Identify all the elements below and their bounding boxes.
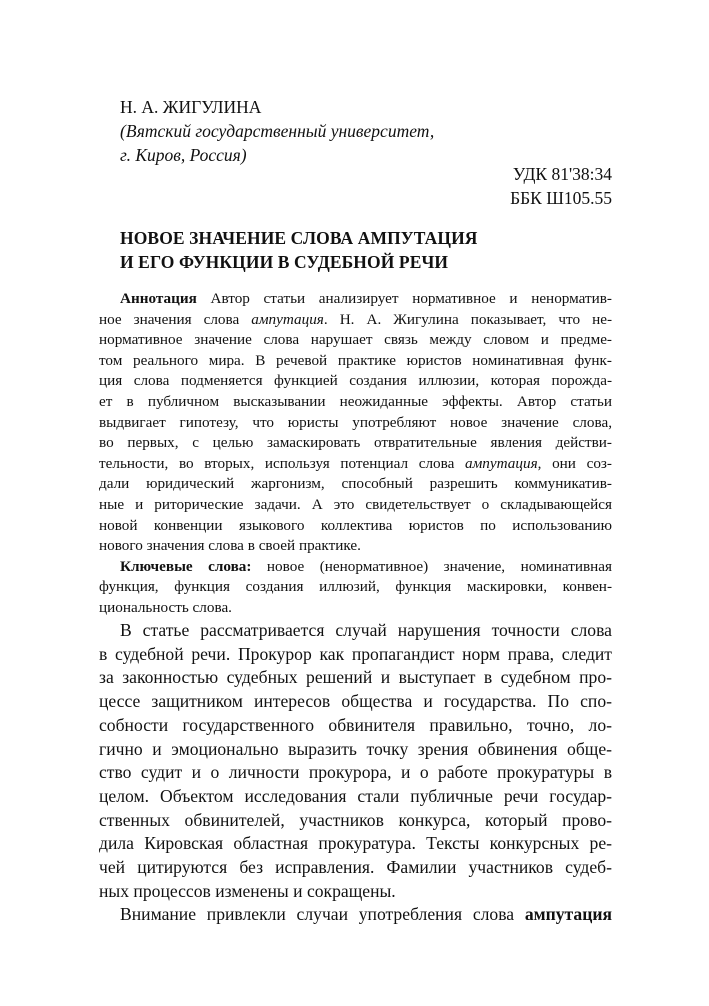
abstract-line: нового значения слова в своей практике. — [99, 537, 361, 555]
abstract-line: ные и риторические задачи. А это свидетельствует о складывающейся — [99, 495, 612, 513]
body-line: цессе защитником интересов общества и государства. По спо- — [99, 691, 612, 712]
abstract-label: Аннотация — [120, 290, 197, 307]
author-block — [120, 95, 434, 167]
body-line: ство судит и о личности прокурора, и о работе прокуратуры в — [99, 762, 612, 783]
abstract-line: новой конвенции языкового коллектива юристов по использованию — [99, 516, 612, 534]
body-line: в судебной речи. Прокурор как пропагандист норм права, следит — [99, 643, 612, 664]
abstract-line: Аннотация Автор статьи анализирует нормативное и ненорматив- — [120, 290, 612, 307]
classification-codes — [510, 162, 612, 210]
keywords-line: Ключевые слова: новое (ненормативное) значение, номинативная — [120, 557, 613, 575]
abstract-line: во первых, с целью замаскировать отвратительные явления действи- — [99, 434, 612, 452]
body-line: В статье рассматривается случай нарушения точности слова — [120, 620, 612, 640]
term-amputation-bold: ампутация — [524, 904, 612, 925]
keywords-line: функция, функция создания иллюзий, функция маскировки, конвен- — [99, 578, 612, 596]
body-line: Внимание привлекли случаи употребления слова ампутация — [120, 904, 612, 925]
term-amputation: ампутация — [465, 454, 538, 472]
body-line: чей цитируются без исправления. Фамилии участников судеб- — [99, 857, 612, 878]
abstract-line: дали юридический жаргонизм, способный разрешить коммуникатив- — [99, 475, 612, 493]
abstract-line: ное значения слова ампутация. Н. А. Жигулина показывает, что не- — [99, 310, 612, 328]
body-text — [99, 619, 612, 927]
abstract-line: ция слова подменяется функцией создания иллюзии, которая порожда- — [99, 372, 612, 390]
affiliation-line-1: (Вятский государственный университет, — [120, 121, 435, 141]
author-name: Н. А. ЖИГУЛИНА — [120, 97, 262, 117]
term-amputation: ампутация — [251, 310, 324, 328]
body-line: ных процессов изменены и сокращены. — [99, 880, 396, 901]
body-line: дила Кировская областная прокуратура. Тексты конкурсных ре- — [99, 833, 612, 854]
body-line: ственных обвинителей, участников конкурса, который прово- — [99, 809, 612, 830]
affiliation-line-2: г. Киров, Россия) — [120, 145, 247, 165]
title-line-2: И ЕГО ФУНКЦИИ В СУДЕБНОЙ РЕЧИ — [120, 252, 449, 272]
abstract-line: выдвигает гипотезу, что юристы употребляют новое значение слова, — [99, 413, 612, 431]
title-line-1: НОВОЕ ЗНАЧЕНИЕ СЛОВА АМПУТАЦИЯ — [120, 228, 478, 248]
body-line: гично и эмоционально выразить точку зрения обвинения обще- — [99, 738, 612, 759]
abstract-line: нормативное значение слова нарушает связь между словом и предме- — [99, 331, 612, 349]
body-line: за законностью судебных решений и выступает в судебном про- — [99, 667, 612, 688]
abstract-line: тельности, во вторых, используя потенциал слова ампутация, они соз- — [99, 454, 612, 472]
abstract — [99, 289, 612, 619]
bbk-code: ББК Ш105.55 — [510, 188, 612, 208]
body-line: целом. Объектом исследования стали публичные речи государ- — [99, 785, 612, 806]
abstract-line: том реального мира. В речевой практике юристов номинативная функ- — [99, 351, 612, 369]
keywords-label: Ключевые слова: — [120, 557, 252, 575]
udk-code: УДК 81'38:34 — [512, 164, 612, 184]
abstract-line: ет в публичном высказывании неожиданные эффекты. Автор статьи — [99, 392, 612, 410]
keywords-line: циональность слова. — [99, 598, 232, 616]
article-title — [120, 226, 478, 274]
body-line: собности государственного обвинителя правильно, точно, ло- — [99, 714, 612, 735]
